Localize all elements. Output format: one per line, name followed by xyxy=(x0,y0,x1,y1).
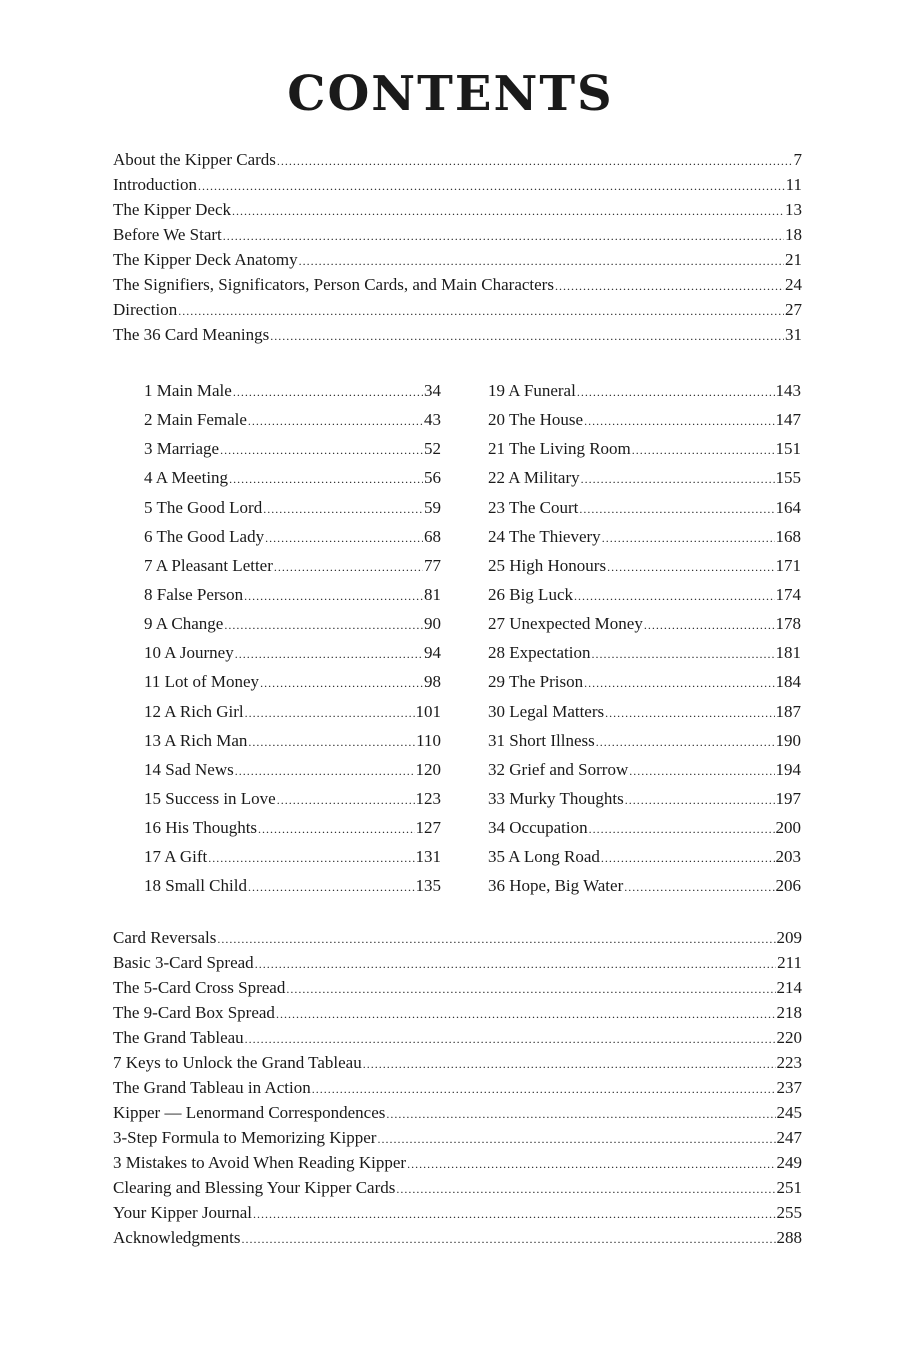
toc-entry-page-number: 143 xyxy=(775,381,801,400)
toc-entry xyxy=(113,1225,802,1250)
toc-entry xyxy=(113,925,802,950)
toc-entry xyxy=(113,172,802,197)
toc-entry xyxy=(488,842,801,871)
toc-entry-page-number: 98 xyxy=(424,672,441,692)
toc-entry-title: 29 The Prison xyxy=(488,672,584,692)
toc-entry-title: 5 The Good Lord xyxy=(144,497,263,517)
toc-entry-title: 12 A Rich Girl xyxy=(144,701,244,721)
toc-entry-title: 6 The Good Lady xyxy=(144,526,265,546)
dot-leader xyxy=(258,815,414,844)
toc-entry-title: 26 Big Luck xyxy=(488,584,573,604)
dot-leader xyxy=(265,524,423,553)
toc-card-meanings-left xyxy=(144,376,441,901)
toc-entry-page-number: 127 xyxy=(415,818,441,838)
toc-entry-title: 25 High Honours xyxy=(488,555,607,575)
toc-entry-page-number: 214 xyxy=(776,978,802,997)
dot-leader xyxy=(299,249,784,274)
dot-leader xyxy=(596,728,775,757)
toc-entry-title: Introduction xyxy=(113,175,198,194)
dot-leader xyxy=(253,1202,776,1227)
toc-entry-page-number: 187 xyxy=(775,701,801,721)
toc-entry xyxy=(113,1150,802,1175)
toc-entry-title: 18 Small Child xyxy=(144,876,247,896)
toc-entry-page-number: 135 xyxy=(415,876,441,896)
toc-entry-page-number: 120 xyxy=(415,759,441,779)
toc-entry xyxy=(488,405,801,434)
toc-entry-page-number: 168 xyxy=(775,526,801,546)
toc-entry xyxy=(113,1125,802,1150)
toc-entry-page-number: 147 xyxy=(775,410,801,430)
toc-entry-title: 24 The Thievery xyxy=(488,526,601,546)
toc-entry xyxy=(488,434,801,463)
toc-entry-page-number: 131 xyxy=(415,847,441,867)
page-title: CONTENTS xyxy=(287,66,614,122)
toc-entry-title: 13 A Rich Man xyxy=(144,730,248,750)
toc-entry-page-number: 184 xyxy=(775,672,801,692)
toc-entry-title: The Kipper Deck xyxy=(113,200,232,219)
toc-entry-page-number: 171 xyxy=(775,555,801,575)
toc-entry-page-number: 7 xyxy=(793,150,802,169)
toc-entry-title: 36 Hope, Big Water xyxy=(488,876,624,896)
toc-entry-page-number: 197 xyxy=(775,788,801,808)
toc-entry-page-number: 178 xyxy=(775,614,801,634)
toc-entry xyxy=(113,247,802,272)
toc-entry-title: 21 The Living Room xyxy=(488,439,631,459)
toc-entry xyxy=(144,434,441,463)
toc-entry xyxy=(488,493,801,522)
toc-entry xyxy=(488,376,801,405)
toc-entry xyxy=(113,1100,802,1125)
dot-leader xyxy=(629,757,774,786)
toc-entry-page-number: 251 xyxy=(776,1178,802,1197)
toc-entry-page-number: 203 xyxy=(775,847,801,867)
toc-entry-title: The Signifiers, Significators, Person Cards, and Main Characters xyxy=(113,275,554,294)
toc-entry-page-number: 52 xyxy=(424,439,441,459)
toc-entry-page-number: 110 xyxy=(416,730,441,750)
toc-entry-title: 20 The House xyxy=(488,410,584,430)
dot-leader xyxy=(602,524,775,553)
toc-entry-title: Kipper — Lenormand Correspondences xyxy=(113,1103,386,1122)
toc-entry-title: Before We Start xyxy=(113,225,222,244)
toc-entry-page-number: 11 xyxy=(785,175,802,194)
toc-entry-title: The Kipper Deck Anatomy xyxy=(113,250,298,269)
dot-leader xyxy=(245,699,415,728)
dot-leader xyxy=(581,465,775,494)
toc-entry-title: 2 Main Female xyxy=(144,410,247,430)
dot-leader xyxy=(632,436,775,465)
dot-leader xyxy=(244,582,423,611)
dot-leader xyxy=(396,1177,775,1202)
toc-entry xyxy=(144,376,441,405)
toc-entry-title: 7 A Pleasant Letter xyxy=(144,555,273,575)
dot-leader xyxy=(235,640,423,669)
toc-entry xyxy=(113,1075,802,1100)
toc-entry-page-number: 56 xyxy=(424,468,441,488)
toc-entry xyxy=(144,493,441,522)
toc-entry-title: The Grand Tableau xyxy=(113,1028,244,1047)
dot-leader xyxy=(312,1077,776,1102)
toc-entry xyxy=(113,1175,802,1200)
dot-leader xyxy=(198,174,785,199)
toc-entry xyxy=(144,667,441,696)
toc-entry-page-number: 209 xyxy=(776,928,802,947)
toc-entry-page-number: 151 xyxy=(775,439,801,459)
toc-entry-title: Clearing and Blessing Your Kipper Cards xyxy=(113,1178,396,1197)
toc-entry-title: Card Reversals xyxy=(113,928,217,947)
toc-entry-page-number: 155 xyxy=(775,468,801,488)
toc-entry-page-number: 206 xyxy=(775,876,801,896)
toc-card-meanings-right xyxy=(488,376,801,901)
toc-entry-page-number: 218 xyxy=(776,1003,802,1022)
toc-entry xyxy=(113,950,802,975)
toc-entry xyxy=(488,609,801,638)
dot-leader xyxy=(241,1227,775,1252)
dot-leader xyxy=(601,844,775,873)
toc-entry xyxy=(113,1200,802,1225)
toc-entry xyxy=(113,197,802,222)
toc-entry xyxy=(488,871,801,900)
toc-entry-title: 35 A Long Road xyxy=(488,847,600,867)
toc-entry-page-number: 164 xyxy=(775,497,801,517)
toc-entry xyxy=(488,551,801,580)
toc-entry-title: 34 Occupation xyxy=(488,818,588,838)
toc-entry xyxy=(144,726,441,755)
dot-leader xyxy=(248,407,423,436)
toc-entry-title: 33 Murky Thoughts xyxy=(488,788,624,808)
dot-leader xyxy=(363,1052,776,1077)
toc-entry-title: 16 His Thoughts xyxy=(144,818,258,838)
toc-entry xyxy=(113,975,802,1000)
dot-leader xyxy=(407,1152,775,1177)
toc-entry-page-number: 81 xyxy=(424,584,441,604)
toc-entry-title: 3-Step Formula to Memorizing Kipper xyxy=(113,1128,377,1147)
toc-entry xyxy=(113,222,802,247)
toc-entry-page-number: 288 xyxy=(776,1228,802,1247)
toc-entry-page-number: 27 xyxy=(785,300,802,319)
toc-entry xyxy=(144,463,441,492)
toc-entry xyxy=(488,726,801,755)
toc-entry xyxy=(144,551,441,580)
toc-entry xyxy=(488,463,801,492)
toc-entry-title: About the Kipper Cards xyxy=(113,150,276,169)
toc-entry-title: The Grand Tableau in Action xyxy=(113,1078,311,1097)
toc-entry-page-number: 24 xyxy=(785,275,802,294)
dot-leader xyxy=(274,553,423,582)
toc-entry-title: 9 A Change xyxy=(144,614,224,634)
dot-leader xyxy=(624,873,774,902)
toc-entry-page-number: 59 xyxy=(424,497,441,517)
dot-leader xyxy=(208,844,414,873)
toc-entry-page-number: 123 xyxy=(415,788,441,808)
dot-leader xyxy=(229,465,423,494)
toc-entry-page-number: 77 xyxy=(424,555,441,575)
dot-leader xyxy=(276,1002,776,1027)
toc-entry xyxy=(488,638,801,667)
dot-leader xyxy=(220,436,423,465)
toc-entry-title: 32 Grief and Sorrow xyxy=(488,759,629,779)
toc-entry-title: 4 A Meeting xyxy=(144,468,229,488)
toc-entry-title: The 5-Card Cross Spread xyxy=(113,978,286,997)
toc-entry xyxy=(488,667,801,696)
toc-entry-page-number: 174 xyxy=(775,584,801,604)
toc-entry-title: 15 Success in Love xyxy=(144,788,276,808)
toc-front-matter xyxy=(113,147,802,347)
toc-entry-title: 27 Unexpected Money xyxy=(488,614,643,634)
dot-leader xyxy=(245,1027,776,1052)
toc-entry-page-number: 249 xyxy=(776,1153,802,1172)
toc-entry-title: Basic 3-Card Spread xyxy=(113,953,254,972)
dot-leader xyxy=(555,274,784,299)
toc-entry xyxy=(113,322,802,347)
toc-entry-page-number: 211 xyxy=(777,953,802,972)
dot-leader xyxy=(263,495,423,524)
toc-entry-page-number: 247 xyxy=(776,1128,802,1147)
toc-entry xyxy=(144,813,441,842)
toc-entry xyxy=(144,697,441,726)
toc-entry xyxy=(488,697,801,726)
toc-entry-page-number: 194 xyxy=(775,759,801,779)
toc-entry-title: 3 Marriage xyxy=(144,439,220,459)
toc-entry xyxy=(144,405,441,434)
toc-entry-title: 19 A Funeral xyxy=(488,381,576,400)
toc-entry xyxy=(113,272,802,297)
toc-entry xyxy=(488,580,801,609)
toc-entry-page-number: 181 xyxy=(775,643,801,663)
toc-entry-title: 10 A Journey xyxy=(144,643,234,663)
toc-entry-page-number: 101 xyxy=(415,701,441,721)
dot-leader xyxy=(248,728,415,757)
dot-leader xyxy=(277,786,415,815)
toc-entry xyxy=(488,755,801,784)
toc-entry xyxy=(113,1025,802,1050)
toc-entry-title: 11 Lot of Money xyxy=(144,672,260,692)
toc-entry xyxy=(144,609,441,638)
toc-entry-title: The 36 Card Meanings xyxy=(113,325,270,344)
dot-leader xyxy=(235,757,415,786)
dot-leader xyxy=(224,611,423,640)
dot-leader xyxy=(589,815,775,844)
dot-leader xyxy=(591,640,774,669)
dot-leader xyxy=(277,149,793,174)
dot-leader xyxy=(584,669,774,698)
toc-entry-title: The 9-Card Box Spread xyxy=(113,1003,275,1022)
toc-entry xyxy=(144,842,441,871)
dot-leader xyxy=(248,873,415,902)
dot-leader xyxy=(579,495,774,524)
toc-entry-page-number: 21 xyxy=(785,250,802,269)
dot-leader xyxy=(233,378,423,407)
dot-leader xyxy=(223,224,784,249)
dot-leader xyxy=(270,324,784,349)
toc-entry-page-number: 220 xyxy=(776,1028,802,1047)
toc-entry xyxy=(144,522,441,551)
toc-entry-page-number: 245 xyxy=(776,1103,802,1122)
toc-entry-page-number: 255 xyxy=(776,1203,802,1222)
toc-entry xyxy=(113,1050,802,1075)
toc-entry xyxy=(144,784,441,813)
toc-entry-title: 7 Keys to Unlock the Grand Tableau xyxy=(113,1053,362,1072)
toc-entry-title: 22 A Military xyxy=(488,468,580,488)
toc-entry-page-number: 90 xyxy=(424,614,441,634)
toc-entry-title: 23 The Court xyxy=(488,497,579,517)
dot-leader xyxy=(386,1102,775,1127)
toc-entry xyxy=(488,522,801,551)
toc-entry-title: Your Kipper Journal xyxy=(113,1203,252,1222)
toc-entry xyxy=(113,1000,802,1025)
dot-leader xyxy=(605,699,774,728)
toc-entry-page-number: 31 xyxy=(785,325,802,344)
toc-entry-page-number: 43 xyxy=(424,410,441,430)
toc-entry-title: 3 Mistakes to Avoid When Reading Kipper xyxy=(113,1153,407,1172)
dot-leader xyxy=(625,786,775,815)
dot-leader xyxy=(574,582,775,611)
toc-entry-title: 8 False Person xyxy=(144,584,244,604)
toc-entry-page-number: 13 xyxy=(785,200,802,219)
toc-entry-page-number: 190 xyxy=(775,730,801,750)
toc-entry-title: Direction xyxy=(113,300,178,319)
toc-entry-page-number: 68 xyxy=(424,526,441,546)
dot-leader xyxy=(644,611,775,640)
toc-entry-title: 17 A Gift xyxy=(144,847,208,867)
toc-entry-page-number: 200 xyxy=(775,818,801,838)
dot-leader xyxy=(286,977,775,1002)
dot-leader xyxy=(577,378,775,407)
dot-leader xyxy=(584,407,774,436)
toc-entry xyxy=(488,784,801,813)
toc-entry-page-number: 34 xyxy=(424,381,441,400)
toc-entry xyxy=(144,638,441,667)
dot-leader xyxy=(607,553,774,582)
dot-leader xyxy=(260,669,423,698)
toc-back-matter xyxy=(113,925,802,1250)
toc-entry-title: Acknowledgments xyxy=(113,1228,241,1247)
toc-entry xyxy=(144,871,441,900)
toc-entry xyxy=(113,147,802,172)
toc-entry-page-number: 18 xyxy=(785,225,802,244)
dot-leader xyxy=(377,1127,775,1152)
toc-entry-page-number: 237 xyxy=(776,1078,802,1097)
toc-entry-page-number: 94 xyxy=(424,643,441,663)
toc-entry xyxy=(488,813,801,842)
toc-entry-title: 31 Short Illness xyxy=(488,730,595,750)
toc-entry xyxy=(113,297,802,322)
toc-entry xyxy=(144,755,441,784)
toc-entry-title: 28 Expectation xyxy=(488,643,591,663)
dot-leader xyxy=(217,927,775,952)
toc-entry-title: 30 Legal Matters xyxy=(488,701,605,721)
toc-entry-title: 1 Main Male xyxy=(144,381,232,400)
toc-entry-page-number: 223 xyxy=(776,1053,802,1072)
dot-leader xyxy=(232,199,784,224)
dot-leader xyxy=(178,299,784,324)
dot-leader xyxy=(255,952,776,977)
toc-entry xyxy=(144,580,441,609)
toc-entry-title: 14 Sad News xyxy=(144,759,234,779)
